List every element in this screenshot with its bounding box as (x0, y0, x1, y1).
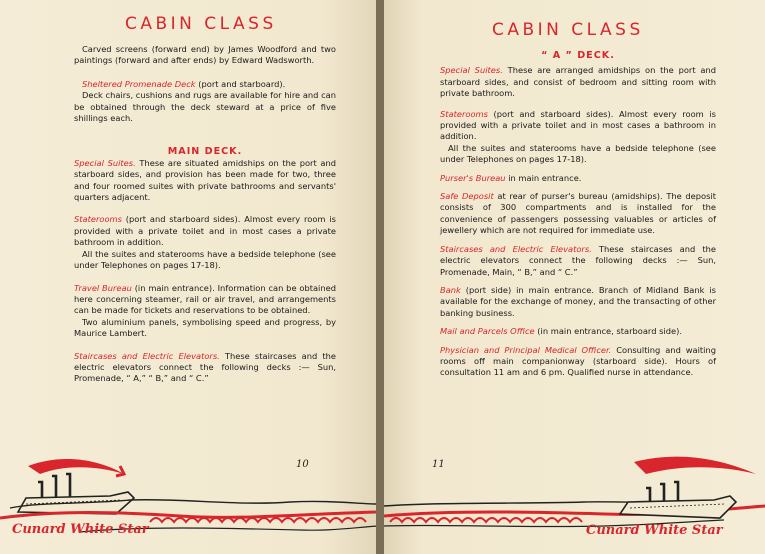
a-staircases-label: Staircases and Electric Elevators. (440, 243, 592, 254)
bank-label: Bank (440, 284, 461, 295)
main-staircases-paragraph (74, 351, 336, 385)
sheltered-text: (port and starboard). (195, 78, 286, 89)
right-page-heading: CABIN CLASS (492, 20, 644, 40)
right-ship-illustration (384, 452, 765, 554)
mail-text: (in main entrance, starboard side). (534, 326, 682, 337)
pursers-paragraph (440, 173, 716, 184)
left-page-number: 10 (296, 459, 309, 470)
left-red-wave (0, 512, 378, 518)
mail-paragraph (440, 326, 716, 337)
travel-text: (in main entrance). Information can be obtained here concerning steamer, rail or air travel, and arrangements can be made for tickets and reservations to be obtained. (74, 282, 336, 316)
a-staircases-text: These staircases and the electric elevators connect the following decks :— Sun, Promenade, Main, “ B,” and “ C.” (440, 243, 716, 277)
travel-paragraph (74, 283, 336, 317)
a-staterooms-text: (port and starboard sides). Almost every room is provided with a private toilet and in most cases a bathroom in addition. (440, 108, 716, 142)
right-brand-logo: Cunard White Star (586, 523, 723, 538)
a-special-text: These are arranged amidships on the port and starboard sides, and consist of bedroom and sitting room with private bathroom. (440, 65, 716, 99)
a-staterooms-paragraph (440, 109, 716, 143)
left-page-body (74, 44, 336, 385)
pursers-label: Purser's Bureau (440, 172, 506, 183)
a-staterooms-paragraph-2: All the suites and staterooms have a bedside telephone (see under Telephones on pages 17-18). (440, 142, 716, 165)
sheltered-paragraph-2: Deck chairs, cushions and rugs are available for hire and can be obtained through the deck steward at a price of five shillings each. (74, 90, 336, 124)
left-brand-logo: Cunard White Star (12, 522, 149, 537)
travel-paragraph-2: Two aluminium panels, symbolising speed and progress, by Maurice Lambert. (74, 316, 336, 339)
pursers-text: in main entrance. (505, 172, 582, 183)
a-staterooms-label: Staterooms (440, 108, 488, 119)
main-special-label: Special Suites. (74, 157, 136, 168)
bank-text: (port side) in main entrance. Branch of Midland Bank is available for the exchange of money, and the transacting of other banking business. (440, 284, 716, 318)
left-page (0, 0, 378, 554)
safe-text: at rear of purser's bureau (amidships). The deposit consists of 300 compartments and is installed for the convenience of passengers possessing valuables or articles of jewellery which are not required for immediate use. (440, 191, 716, 236)
main-staircases-text: These staircases and the electric elevators connect the following decks :— Sun, Promenade, “ A,” “ B,” and “ C.” (74, 350, 336, 384)
main-special-paragraph (74, 158, 336, 204)
safe-paragraph (440, 191, 716, 237)
left-page-heading: CABIN CLASS (125, 14, 277, 34)
left-wave-scallops (150, 518, 366, 522)
main-special-text: These are situated amidships on the port and starboard sides, and provision has been made for two, three and four roomed suites with private bathrooms and servants' quarters adjacent. (74, 157, 336, 203)
main-staterooms-paragraph (74, 214, 336, 248)
a-special-paragraph (440, 65, 716, 99)
intro-paragraph: Carved screens (forward end) by James Woodford and two paintings (forward and after ends) by Edward Wadsworth. (74, 44, 336, 66)
left-flag-swoosh (28, 459, 124, 474)
main-deck-heading: MAIN DECK. (167, 146, 243, 158)
right-page-body (440, 50, 716, 379)
physician-paragraph (440, 345, 716, 379)
bank-paragraph (440, 285, 716, 319)
physician-label: Physician and Principal Medical Officer. (440, 344, 612, 355)
right-page (384, 0, 765, 554)
travel-label: Travel Bureau (74, 282, 132, 293)
main-staterooms-paragraph-2: All the suites and staterooms have a bedside telephone (see under Telephones on pages 17-18). (74, 248, 336, 271)
sheltered-label: Sheltered Promenade Deck (82, 78, 196, 89)
a-staircases-paragraph (440, 244, 716, 278)
left-ship-funnels (38, 474, 70, 500)
safe-label: Safe Deposit (440, 191, 494, 202)
a-special-label: Special Suites. (440, 65, 503, 76)
right-page-number: 11 (432, 459, 445, 470)
main-staircases-label: Staircases and Electric Elevators. (74, 350, 220, 361)
mail-label: Mail and Parcels Office (440, 326, 535, 337)
main-staterooms-text: (port and starboard sides). Almost every room is provided with a private toilet and in most cases a private bathroom in addition. (74, 214, 336, 248)
a-deck-heading: “ A ” DECK. (541, 50, 615, 61)
sheltered-paragraph (74, 79, 336, 90)
left-ship-illustration (0, 452, 378, 554)
right-wave-scallops (390, 518, 582, 522)
physician-text: Consulting and waiting rooms off main companionway (starboard side). Hours of consultation 11 am and 6 pm. Qualified nurse in attendance. (440, 344, 716, 378)
main-staterooms-label: Staterooms (74, 214, 122, 225)
right-flag-swoosh (634, 457, 756, 474)
